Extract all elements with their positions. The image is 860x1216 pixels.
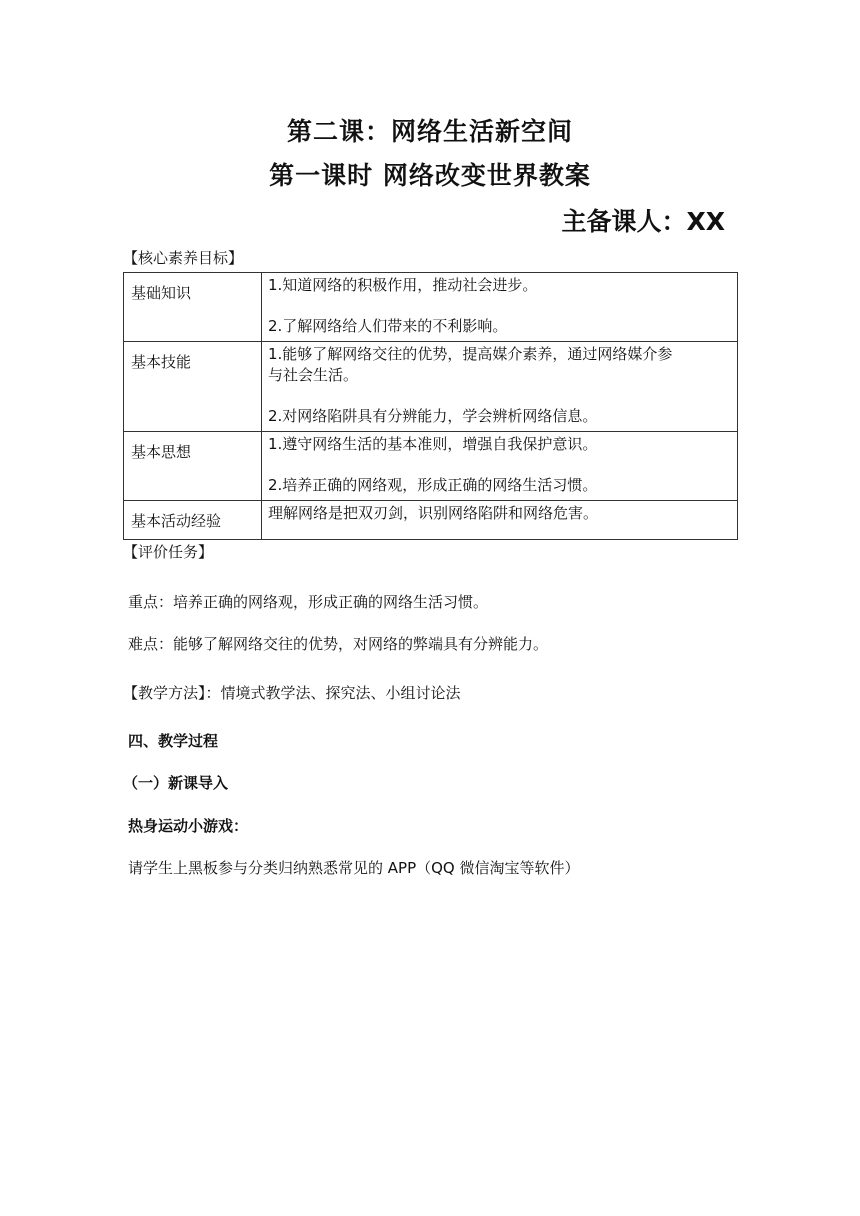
goals-heading: 【核心素养目标】 bbox=[123, 249, 244, 267]
lesson-subtitle: 第一课时 网络改变世界教案 bbox=[269, 161, 591, 190]
row-label: 基础知识 bbox=[124, 273, 262, 342]
evaluation-heading: 【评价任务】 bbox=[123, 543, 214, 561]
row-line: 1.遵守网络生活的基本准则，增强自我保护意识。 bbox=[268, 435, 598, 453]
table-row bbox=[124, 432, 738, 501]
row-content bbox=[262, 342, 738, 432]
teaching-method: 【教学方法】：情境式教学法、探究法、小组讨论法 bbox=[123, 684, 461, 702]
row-content bbox=[262, 432, 738, 501]
row-line: 1.知道网络的积极作用，推动社会进步。 bbox=[268, 276, 538, 294]
section-intro: （一）新课导入 bbox=[123, 774, 229, 792]
row-line: 理解网络是把双刃剑，识别网络陷阱和网络危害。 bbox=[268, 504, 599, 522]
process-heading: 四、教学过程 bbox=[128, 732, 219, 750]
warmup-game-title: 热身运动小游戏： bbox=[128, 817, 249, 835]
row-content bbox=[262, 273, 738, 342]
table-row bbox=[124, 342, 738, 432]
difficulty-point: 难点：能够了解网络交往的优势，对网络的弊端具有分辨能力。 bbox=[128, 635, 549, 653]
row-line: 1.能够了解网络交往的优势，提高媒介素养，通过网络媒介参 bbox=[268, 345, 673, 363]
row-line: 2.了解网络给人们带来的不利影响。 bbox=[268, 317, 508, 335]
row-label: 基本思想 bbox=[124, 432, 262, 501]
warmup-game-description: 请学生上黑板参与分类归纳熟悉常见的 APP（QQ 微信淘宝等软件） bbox=[128, 859, 580, 877]
row-label: 基本活动经验 bbox=[124, 501, 262, 540]
author-line: 主备课人：XX bbox=[561, 207, 725, 236]
table-row bbox=[124, 501, 738, 540]
row-label: 基本技能 bbox=[124, 342, 262, 432]
row-content bbox=[262, 501, 738, 540]
key-point: 重点：培养正确的网络观，形成正确的网络生活习惯。 bbox=[128, 593, 489, 611]
lesson-title: 第二课：网络生活新空间 bbox=[286, 117, 573, 146]
row-line: 2.培养正确的网络观，形成正确的网络生活习惯。 bbox=[268, 476, 598, 494]
goals-table bbox=[123, 272, 738, 540]
table-row bbox=[124, 273, 738, 342]
row-line: 与社会生活。 bbox=[268, 366, 359, 384]
row-line: 2.对网络陷阱具有分辨能力，学会辨析网络信息。 bbox=[268, 407, 598, 425]
